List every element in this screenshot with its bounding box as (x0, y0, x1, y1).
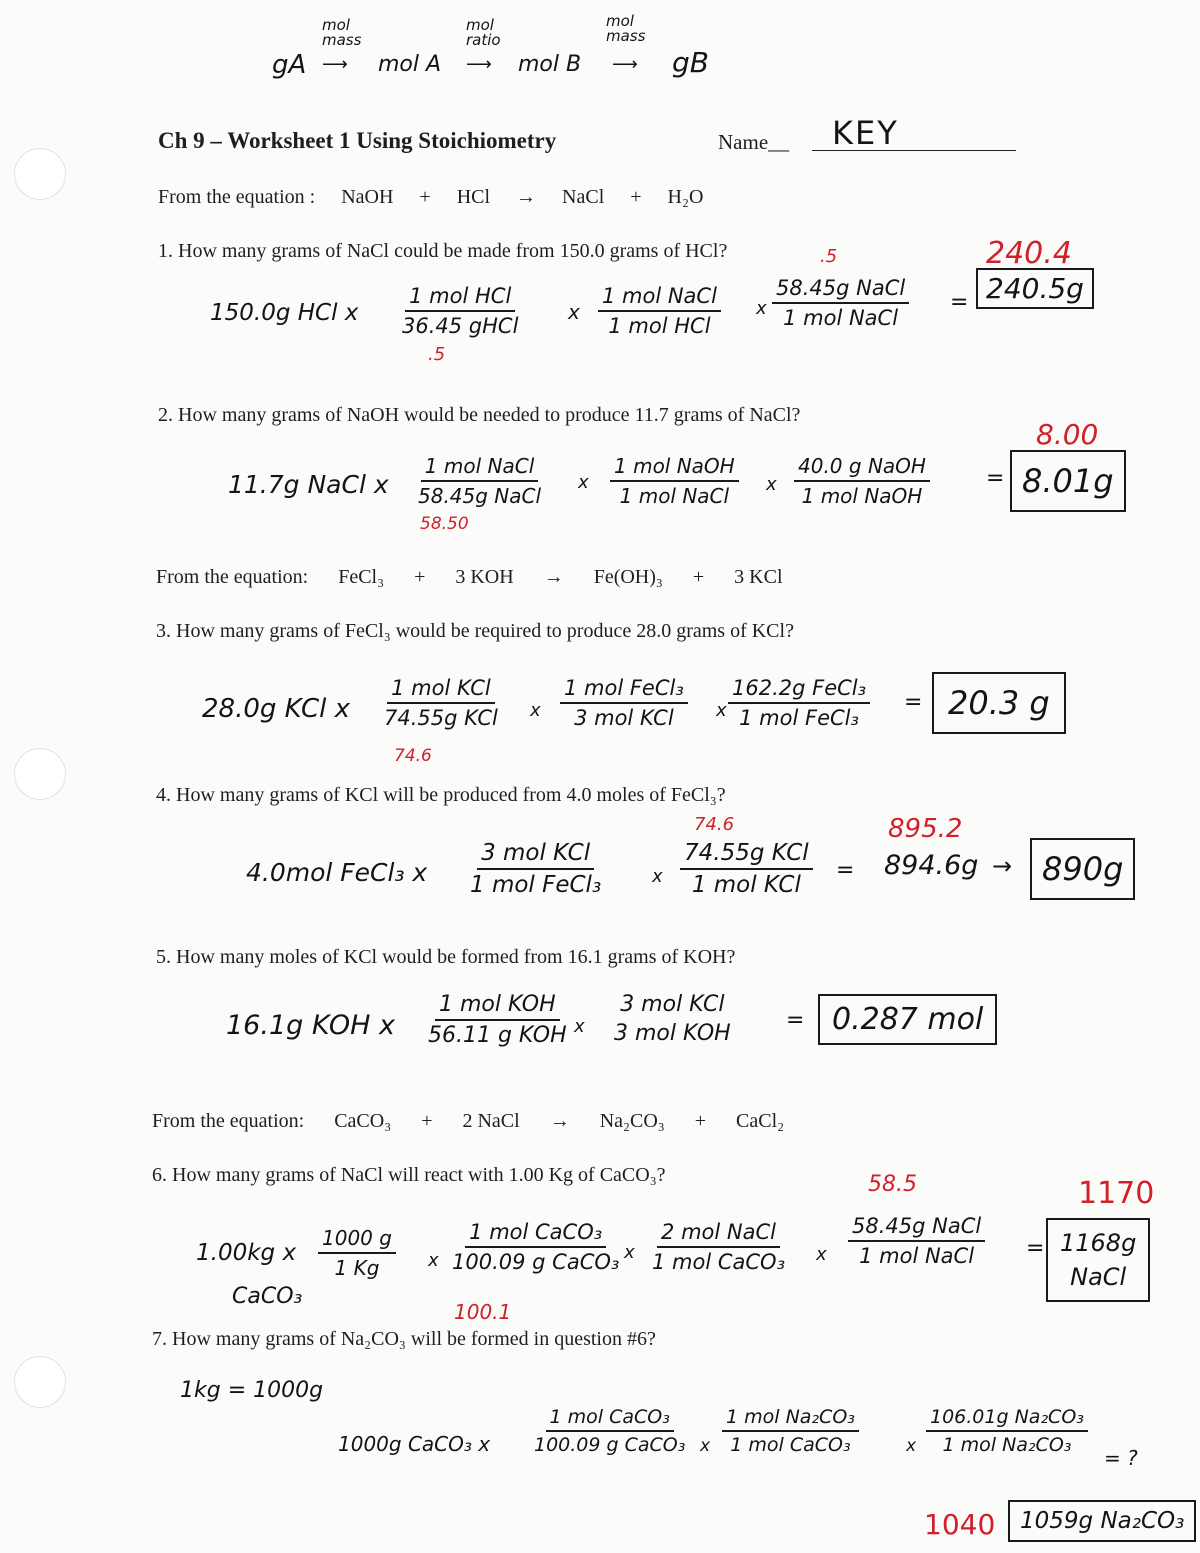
times-sign: x (716, 700, 727, 721)
red-answer-2: 8.00 (1036, 418, 1099, 451)
arrow-icon: → (992, 852, 1013, 880)
times-sign: x (578, 472, 589, 493)
work-6-given-top: 1.00kg x (196, 1240, 297, 1266)
answer-box-7: 1059g Na₂CO₃ (1008, 1500, 1196, 1542)
reaction-arrow: → (516, 186, 537, 208)
roadmap-end: gB (672, 46, 709, 79)
punch-hole-bottom (14, 1356, 66, 1408)
times-sign: x (624, 1242, 635, 1263)
work-2-factor-2: 1 mol NaOH 1 mol NaCl (610, 454, 739, 508)
roadmap-start: gA (272, 50, 307, 80)
times-sign: x (816, 1244, 827, 1265)
work-1-factor-3: 58.45g NaCl 1 mol NaCl (772, 276, 909, 330)
plus-sign: + (630, 186, 642, 208)
reactant-2: 3 KOH (455, 566, 514, 588)
reaction-arrow: → (549, 1110, 570, 1132)
work-3-factor-3: 162.2g FeCl₃ 1 mol FeCl₃ (728, 676, 870, 730)
answer-box-4: 890g (1030, 838, 1135, 900)
question-3: 3. How many grams of FeCl₃ would be required to produce 28.0 grams of KCl? (156, 620, 794, 642)
equation-label: From the equation: (156, 566, 309, 588)
work-4-factor-1: 3 mol KCl 1 mol FeCl₃ (470, 840, 602, 898)
roadmap-arrow-2: ⟶ (466, 54, 492, 75)
red-answer-4: 895.2 (888, 814, 963, 844)
name-value: KEY (832, 114, 899, 152)
work-6-factor-3: 2 mol NaCl 1 mol CaCO₃ (652, 1220, 785, 1274)
roadmap-arrow-3: ⟶ (612, 54, 638, 75)
equation-label: From the equation: (152, 1110, 305, 1132)
product-1: Fe(OH)₃ (593, 566, 663, 588)
reactant-1: NaOH (341, 186, 394, 208)
work-7-factor-1: 1 mol CaCO₃ 100.09 g CaCO₃ (534, 1406, 686, 1456)
times-sign: x (574, 1016, 585, 1037)
times-sign: x (428, 1250, 439, 1271)
equals-sign: = (836, 858, 855, 883)
times-sign: x (530, 700, 541, 721)
punch-hole-top (14, 148, 66, 200)
equals-sign: = (904, 690, 923, 715)
work-6-factor-4: 58.45g NaCl 1 mol NaCl (848, 1214, 985, 1268)
work-2-factor-3: 40.0 g NaOH 1 mol NaOH (794, 454, 930, 508)
worksheet-title: Ch 9 – Worksheet 1 Using Stoichiometry (158, 128, 557, 153)
equals-sign: = (950, 290, 969, 315)
equals-sign: = (1026, 1236, 1045, 1261)
equation-2 (156, 566, 783, 589)
product-1: NaCl (562, 186, 605, 208)
work-2-factor-1: 1 mol NaCl 58.45g NaCl (418, 454, 542, 508)
reactant-2: 2 NaCl (462, 1110, 520, 1132)
question-4: 4. How many grams of KCl will be produced from 4.0 moles of FeCl₃? (156, 784, 726, 806)
product-2: H₂O (667, 186, 704, 208)
red-note-4a: 74.6 (694, 814, 735, 835)
times-sign: x (756, 298, 767, 319)
work-6-factor-1: $\frac{1000 g}{1 Kg}$ (318, 1226, 396, 1280)
product-2: 3 KCl (734, 566, 783, 588)
reaction-arrow: → (543, 566, 564, 588)
red-note-6a: 58.5 (868, 1172, 917, 1197)
times-sign: x (568, 300, 580, 324)
question-2: 2. How many grams of NaOH would be needed to produce 11.7 grams of NaCl? (158, 404, 801, 426)
red-note-1b: .5 (428, 344, 446, 365)
roadmap-mid1: mol A (378, 52, 442, 77)
red-note-2a: 58.50 (420, 514, 469, 534)
work-7-given: 1000g CaCO₃ x (338, 1432, 491, 1456)
equation-1 (158, 186, 703, 209)
equation-label: From the equation : (158, 186, 316, 208)
roadmap-step2-label: mol ratio (466, 16, 501, 49)
equals-sign: = (786, 1008, 805, 1033)
equation-3 (152, 1110, 784, 1133)
red-answer-1: 240.4 (986, 236, 1072, 271)
plus-sign: + (414, 566, 426, 588)
question-1: 1. How many grams of NaCl could be made from 150.0 grams of HCl? (158, 240, 728, 262)
work-4-factor-2: 74.55g KCl 1 mol KCl (680, 840, 813, 898)
question-7: 7. How many grams of Na₂CO₃ will be formed in question #6? (152, 1328, 656, 1350)
work-5-factor-1: 1 mol KOH 56.11 g KOH (428, 992, 567, 1048)
answer-box-1: 240.5g (976, 268, 1094, 309)
work-6-given-bottom: CaCO₃ (232, 1284, 303, 1309)
work-3-factor-1: 1 mol KCl 74.55g KCl (384, 676, 498, 730)
equals-sign: = (986, 466, 1005, 491)
reactant-1: CaCO₃ (334, 1110, 392, 1132)
plus-sign: + (421, 1110, 433, 1132)
times-sign: x (766, 474, 777, 495)
work-7-factor-3: 106.01g Na₂CO₃ 1 mol Na₂CO₃ (926, 1406, 1088, 1456)
answer-box-6: 1168g NaCl (1046, 1218, 1150, 1302)
product-1: Na₂CO₃ (599, 1110, 665, 1132)
roadmap-step1-label: mol mass (322, 16, 362, 49)
work-1-factor-2: 1 mol NaCl 1 mol HCl (598, 284, 721, 338)
answer-box-3: 20.3 g (932, 672, 1066, 734)
red-note-1a: .5 (820, 246, 838, 267)
question-5: 5. How many moles of KCl would be formed from 16.1 grams of KOH? (156, 946, 736, 968)
answer-box-2: 8.01g (1010, 450, 1126, 512)
red-note-6b: 100.1 (454, 1300, 512, 1324)
roadmap-step3-label: mol mass (606, 12, 646, 45)
red-note-3a: 74.6 (394, 746, 432, 766)
roadmap-arrow-1: ⟶ (322, 54, 348, 75)
plus-sign: + (692, 566, 705, 588)
work-7-note: 1kg = 1000g (180, 1378, 324, 1403)
work-1-factor-1: 1 mol HCl 36.45 gHCl (402, 284, 519, 338)
work-5-given: 16.1g KOH x (226, 1010, 395, 1041)
question-6: 6. How many grams of NaCl will react with 1.00 Kg of CaCO₃? (152, 1164, 666, 1186)
work-3-given: 28.0g KCl x (202, 694, 351, 724)
plus-sign: + (694, 1110, 707, 1132)
punch-hole-middle (14, 748, 66, 800)
product-2: CaCl₂ (736, 1110, 785, 1132)
times-sign: x (906, 1436, 917, 1456)
red-answer-7: 1040 (924, 1508, 996, 1541)
reactant-1: FeCl₃ (338, 566, 385, 588)
times-sign: x (700, 1436, 711, 1456)
answer-box-5: 0.287 mol (818, 994, 997, 1045)
work-7-factor-2: 1 mol Na₂CO₃ 1 mol CaCO₃ (722, 1406, 859, 1456)
roadmap-mid2: mol B (518, 52, 582, 77)
work-6-factor-2: 1 mol CaCO₃ 100.09 g CaCO₃ (452, 1220, 620, 1274)
work-4-value: 894.6g (884, 850, 979, 881)
work-4-given: 4.0mol FeCl₃ x (246, 858, 428, 887)
name-label: Name__ (718, 130, 790, 154)
work-1-given: 150.0g HCl x (210, 300, 359, 326)
work-5-factor-2: 3 mol KCl 3 mol KOH (614, 992, 731, 1046)
reactant-2: HCl (456, 186, 491, 208)
work-3-factor-2: 1 mol FeCl₃ 3 mol KCl (560, 676, 688, 730)
red-answer-6: 1170 (1078, 1176, 1155, 1211)
times-sign: x (652, 866, 663, 887)
work-2-given: 11.7g NaCl x (228, 470, 389, 499)
plus-sign: + (419, 186, 431, 208)
equals-sign: = ? (1104, 1446, 1138, 1470)
